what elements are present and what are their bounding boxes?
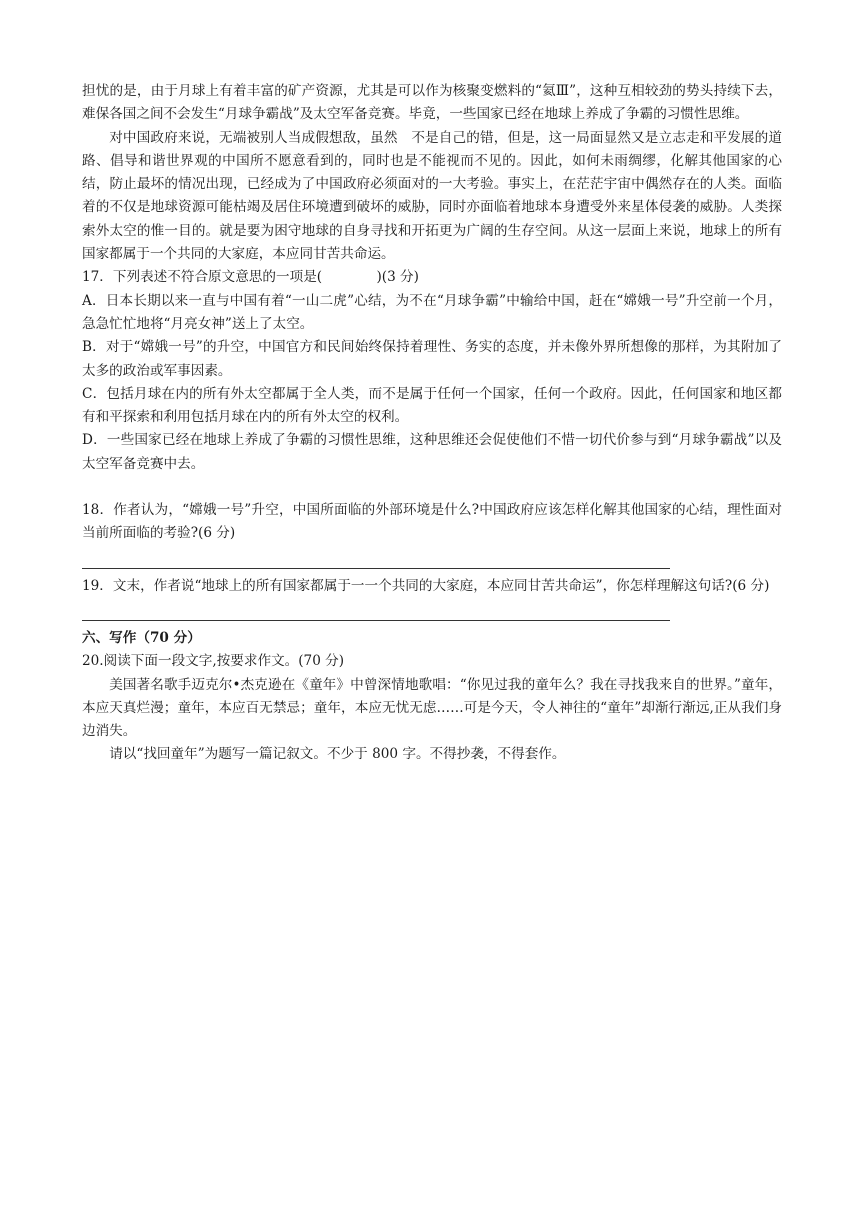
answer-line-18: [82, 550, 670, 569]
question-18: 18．作者认为，“嫦娥一号”升空，中国所面临的外部环境是什么?中国政府应该怎样化解其他国家的心结，理性面对当前所面临的考验?(6 分): [82, 502, 782, 542]
question-19: 19．文末，作者说“地球上的所有国家都属于一一个共同的大家庭，本应同甘苦共命运”，你怎样理解这句话?(6 分): [82, 577, 770, 594]
writing-task: 请以“找回童年”为题写一篇记叙文。不少于 800 字。不得抄袭，不得套作。: [109, 746, 566, 763]
writing-material: 美国著名歌手迈克尔•杰克逊在《童年》中曾深情地歌唱：“你见过我的童年么？我在寻找我来自的世界。”童年，本应天真烂漫；童年，本应百无禁忌；童年，本应无忧无虑……可是今天，令人神往的“童年”却渐行渐远,正从我们身边消失。: [82, 676, 782, 740]
question-17-option-a: A．日本长期以来一直与中国有着“一山二虎”心结，为不在“月球争霸”中输给中国，赶在“嫦娥一号”升空前一个月，急急忙忙地将“月亮女神”送上了太空。: [82, 292, 782, 332]
question-17-stem: 17．下列表述不符合原文意思的一项是( )(3 分): [82, 269, 419, 286]
spacer: [82, 476, 782, 499]
passage-paragraph-2: 对中国政府来说，无端被别人当成假想敌，虽然 不是自己的错，但是，这一局面显然又是立志走和平发展的道路、倡导和谐世界观的中国所不愿意看到的，同时也是不能视而不见的。因此，如何未雨绸缪，化解其他国家的心结，防止最坏的情况出现，已经成为了中国政府必须面对的一大考验。事实上，在茫茫宇宙中偶然存在的人类。面临着的不仅是地球资源可能枯竭及居住环境遭到破坏的威胁，同时亦面临着地球本身遭受外来星体侵袭的威胁。人类探索外太空的惟一目的。就是要为困守地球的自身寻找和开拓更为广阔的生存空间。从这一层面上来说，地球上的所有国家都属于一个共同的大家庭，本应同甘苦共命运。: [82, 129, 782, 263]
question-17-option-d: D．一些国家已经在地球上养成了争霸的习惯性思维，这种思维还会促使他们不惜一切代价参与到“月球争霸战”以及太空军备竞赛中去。: [82, 432, 782, 472]
question-20: 20.阅读下面一段文字,按要求作文。(70 分): [82, 653, 345, 670]
question-17-option-b: B．对于“嫦娥一号”的升空，中国官方和民间始终保持着理性、务实的态度，并未像外界所想像的那样，为其附加了太多的政治或军事因素。: [82, 339, 782, 379]
passage-paragraph-1: 担忧的是，由于月球上有着丰富的矿产资源，尤其是可以作为核聚变燃料的“氦Ⅲ”，这种互相较劲的势头持续下去，难保各国之间不会发生“月球争霸战”及太空军备竞赛。毕竟，一些国家已经在地球上养成了争霸的习惯性思维。: [82, 83, 782, 123]
writing-section-heading: 六、写作（70 分）: [82, 629, 201, 646]
answer-line-19: [82, 602, 670, 621]
question-17-option-c: C．包括月球在内的所有外太空都属于全人类，而不是属于任何一个国家，任何一个政府。因此，任何国家和地区都有和平探索和利用包括月球在内的所有外太空的权利。: [82, 385, 782, 426]
exam-page: [82, 80, 782, 767]
